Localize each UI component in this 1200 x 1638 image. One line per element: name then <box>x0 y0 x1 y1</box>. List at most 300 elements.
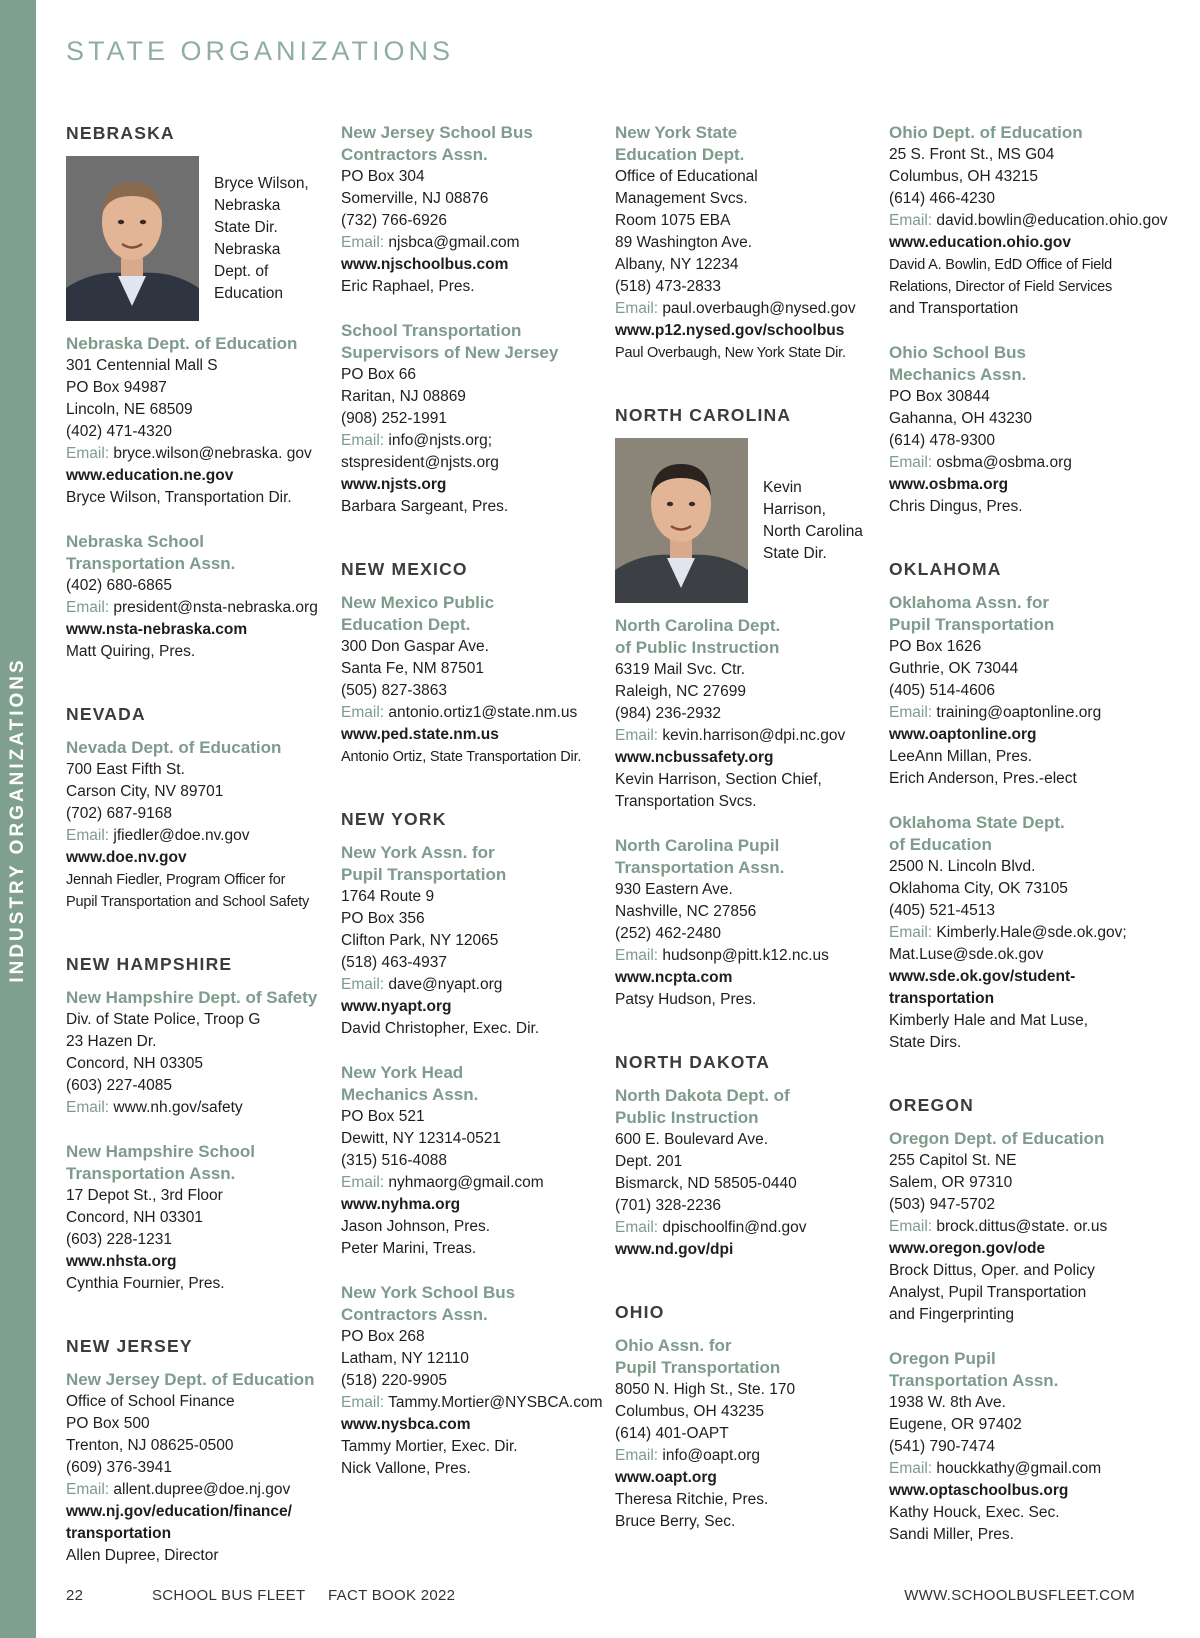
email-label: Email: <box>341 1174 385 1191</box>
org-name: Transportation Assn. <box>66 1164 236 1183</box>
website-link[interactable]: www.p12.nysed.gov/schoolbus <box>615 322 845 339</box>
website-link[interactable]: www.nj.gov/education/finance/ <box>66 1503 292 1520</box>
org-entry <box>615 1335 877 1533</box>
state-block <box>615 122 877 364</box>
email-label: Email: <box>66 827 110 844</box>
contact-person: Relations, Director of Field Services <box>889 279 1113 295</box>
email-link[interactable]: paul.overbaugh@nysed.gov <box>662 300 856 317</box>
org-name: Transportation Assn. <box>889 1371 1059 1390</box>
address-line: (609) 376-3941 <box>66 1459 172 1476</box>
state-heading: NEW JERSEY <box>66 1336 193 1356</box>
email-label: Email: <box>66 445 110 462</box>
website-link[interactable]: www.sde.ok.gov/student- <box>889 968 1076 985</box>
address-line: (732) 766-6926 <box>341 212 447 229</box>
address-line: (503) 947-5702 <box>889 1196 995 1213</box>
book-name: FACT BOOK 2022 <box>328 1587 456 1604</box>
state-block <box>341 808 603 1480</box>
address-line: 23 Hazen Dr. <box>66 1033 157 1050</box>
email-label: Email: <box>615 300 659 317</box>
address-line: 89 Washington Ave. <box>615 234 753 251</box>
address-line: PO Box 268 <box>341 1328 425 1345</box>
email-line <box>889 702 1159 724</box>
state-block <box>341 122 603 518</box>
org-entry <box>66 333 328 509</box>
contact-person: Erich Anderson, Pres.-elect <box>889 770 1077 787</box>
email-line <box>889 210 1168 232</box>
email-line[interactable]: stspresident@njsts.org <box>341 454 499 471</box>
address-line: Albany, NY 12234 <box>615 256 739 273</box>
caption-line: Education <box>214 284 283 302</box>
website-link[interactable]: www.optaschoolbus.org <box>889 1482 1069 1499</box>
headshot-photo <box>66 156 199 321</box>
state-heading: OKLAHOMA <box>889 559 1002 579</box>
address-line: (405) 514-4606 <box>889 682 995 699</box>
state-heading: NORTH CAROLINA <box>615 405 792 425</box>
contact-person: Bryce Wilson, Transportation Dir. <box>66 489 292 506</box>
state-heading: OHIO <box>615 1302 665 1322</box>
contact-person: Cynthia Fournier, Pres. <box>66 1275 225 1292</box>
address-line: (402) 680-6865 <box>66 577 172 594</box>
org-entry <box>66 531 328 663</box>
caption-line: Dept. of <box>214 262 269 280</box>
website-link[interactable]: www.nhsta.org <box>66 1253 177 1270</box>
address-line: (252) 462-2480 <box>615 925 721 942</box>
caption-line: State Dir. <box>763 544 827 562</box>
address-line: (541) 790-7474 <box>889 1438 995 1455</box>
email-line <box>66 597 328 619</box>
org-entry <box>341 842 603 1040</box>
address-line: Columbus, OH 43235 <box>615 1403 765 1420</box>
org-name: Nebraska School <box>66 532 204 551</box>
website-link[interactable]: www.doe.nv.gov <box>66 849 187 866</box>
contact-person: Transportation Svcs. <box>615 793 757 810</box>
address-line: (505) 827-3863 <box>341 682 447 699</box>
org-name: Nevada Dept. of Education <box>66 738 282 757</box>
address-line: PO Box 304 <box>341 168 425 185</box>
email-link[interactable]: Kimberly.Hale@sde.ok.gov; <box>936 924 1127 941</box>
caption-line: North Carolina <box>763 522 863 540</box>
contact-person: Theresa Ritchie, Pres. <box>615 1491 769 1508</box>
address-line: 1938 W. 8th Ave. <box>889 1394 1006 1411</box>
contact-person: Bruce Berry, Sec. <box>615 1513 736 1530</box>
website-link[interactable]: WWW.SCHOOLBUSFLEET.COM <box>904 1587 1135 1604</box>
org-name: Transportation Assn. <box>66 554 236 573</box>
caption-line: Harrison, <box>763 500 826 518</box>
state-heading: NEBRASKA <box>66 123 175 143</box>
publication-name: SCHOOL BUS FLEET <box>152 1587 306 1604</box>
address-line: 930 Eastern Ave. <box>615 881 733 898</box>
address-line: Gahanna, OH 43230 <box>889 410 1033 427</box>
address-line: Somerville, NJ 08876 <box>341 190 489 207</box>
address-line: Concord, NH 03301 <box>66 1209 203 1226</box>
website-link[interactable]: www.nsta-nebraska.com <box>66 621 248 638</box>
photo-row <box>66 156 328 321</box>
website-link[interactable]: www.oaptonline.org <box>889 726 1037 743</box>
contact-person: Nick Vallone, Pres. <box>341 1460 471 1477</box>
email-line <box>889 452 1159 474</box>
org-entry <box>341 122 603 298</box>
state-block <box>66 703 328 913</box>
address-line: (701) 328-2236 <box>615 1197 721 1214</box>
state-block <box>889 1094 1159 1546</box>
email-link[interactable]: allent.dupree@doe.nj.gov <box>113 1481 291 1498</box>
website-link[interactable]: www.oapt.org <box>615 1469 717 1486</box>
photo-caption <box>763 477 863 565</box>
contact-person: Allen Dupree, Director <box>66 1547 219 1564</box>
email-link[interactable]: dave@nyapt.org <box>388 976 503 993</box>
email-label: Email: <box>341 1394 385 1411</box>
email-label: Email: <box>889 1218 933 1235</box>
org-name: North Carolina Dept. <box>615 616 781 635</box>
org-entry <box>889 592 1159 790</box>
address-line: PO Box 66 <box>341 366 416 383</box>
org-name: Pupil Transportation <box>615 1358 781 1377</box>
address-line: 600 E. Boulevard Ave. <box>615 1131 769 1148</box>
org-name: Contractors Assn. <box>341 1305 488 1324</box>
email-label: Email: <box>889 704 933 721</box>
sidebar <box>0 0 36 1638</box>
state-block <box>615 1301 877 1533</box>
address-line: Management Svcs. <box>615 190 748 207</box>
email-line <box>341 1392 603 1414</box>
address-line: PO Box 30844 <box>889 388 990 405</box>
contact-person: Eric Raphael, Pres. <box>341 278 475 295</box>
address-line: Latham, NY 12110 <box>341 1350 469 1367</box>
org-entry <box>615 835 877 1011</box>
email-link[interactable]: Tammy.Mortier@NYSBCA.com <box>388 1394 603 1411</box>
contact-person: State Dirs. <box>889 1034 962 1051</box>
org-entry <box>341 1282 603 1480</box>
address-line: PO Box 94987 <box>66 379 167 396</box>
page-title: STATE ORGANIZATIONS <box>66 36 455 66</box>
caption-line: Kevin <box>763 478 802 496</box>
org-name: Transportation Assn. <box>615 858 785 877</box>
email-line <box>66 825 328 847</box>
address-line: 255 Capitol St. NE <box>889 1152 1017 1169</box>
address-line: Raritan, NJ 08869 <box>341 388 466 405</box>
address-line: (402) 471-4320 <box>66 423 172 440</box>
org-name: Ohio School Bus <box>889 343 1026 362</box>
email-line <box>66 443 328 465</box>
org-name: Education Dept. <box>615 145 745 164</box>
address-line: Office of School Finance <box>66 1393 235 1410</box>
address-line: (603) 228-1231 <box>66 1231 172 1248</box>
org-name: New Jersey Dept. of Education <box>66 1370 315 1389</box>
org-entry <box>889 342 1159 518</box>
address-line: Div. of State Police, Troop G <box>66 1011 261 1028</box>
email-link[interactable]: kevin.harrison@dpi.nc.gov <box>662 727 846 744</box>
email-label: Email: <box>615 727 659 744</box>
caption-line: Nebraska <box>214 196 281 214</box>
state-block <box>341 558 603 768</box>
address-line: Carson City, NV 89701 <box>66 783 224 800</box>
website-link[interactable]: www.njschoolbus.com <box>341 256 509 273</box>
email-line <box>889 922 1159 944</box>
address-line: PO Box 356 <box>341 910 425 927</box>
website-link[interactable]: www.nyhma.org <box>341 1196 461 1213</box>
org-name: Mechanics Assn. <box>889 365 1027 384</box>
contact-person: Patsy Hudson, Pres. <box>615 991 757 1008</box>
address-line: Dept. 201 <box>615 1153 683 1170</box>
org-name: of Education <box>889 835 992 854</box>
email-link[interactable]: osbma@osbma.org <box>936 454 1072 471</box>
address-line: (614) 466-4230 <box>889 190 995 207</box>
org-name: Pupil Transportation <box>889 615 1055 634</box>
contact-person: Brock Dittus, Oper. and Policy <box>889 1262 1095 1279</box>
org-entry <box>615 615 877 813</box>
email-line <box>341 232 603 254</box>
caption-line: Nebraska <box>214 240 281 258</box>
email-link[interactable]: nyhmaorg@gmail.com <box>388 1174 544 1191</box>
org-name: Oklahoma State Dept. <box>889 813 1065 832</box>
email-label: Email: <box>889 1460 933 1477</box>
website-link[interactable]: www.education.ohio.gov <box>889 234 1071 251</box>
contact-person: Paul Overbaugh, New York State Dir. <box>615 345 846 361</box>
address-line: Trenton, NJ 08625-0500 <box>66 1437 234 1454</box>
email-label: Email: <box>66 599 110 616</box>
address-line: Dewitt, NY 12314-0521 <box>341 1130 501 1147</box>
email-label: Email: <box>341 432 385 449</box>
contact-person: Sandi Miller, Pres. <box>889 1526 1014 1543</box>
address-line: 17 Depot St., 3rd Floor <box>66 1187 223 1204</box>
address-line: Bismarck, ND 58505-0440 <box>615 1175 797 1192</box>
state-block <box>615 404 877 1011</box>
address-line: Salem, OR 97310 <box>889 1174 1013 1191</box>
address-line: 2500 N. Lincoln Blvd. <box>889 858 1036 875</box>
contact-person: Pupil Transportation and School Safety <box>66 894 310 910</box>
contact-person: Antonio Ortiz, State Transportation Dir. <box>341 749 582 765</box>
org-name: Education Dept. <box>341 615 471 634</box>
org-name: New Hampshire Dept. of Safety <box>66 988 318 1007</box>
address-line: Santa Fe, NM 87501 <box>341 660 485 677</box>
state-block <box>66 122 328 663</box>
state-block <box>889 122 1168 518</box>
address-line: Columbus, OH 43215 <box>889 168 1039 185</box>
photo-row <box>615 438 877 603</box>
contact-person: Chris Dingus, Pres. <box>889 498 1023 515</box>
org-name: New Mexico Public <box>341 593 495 612</box>
column-1 <box>66 122 328 1607</box>
address-line: (984) 236-2932 <box>615 705 721 722</box>
address-line: 700 East Fifth St. <box>66 761 185 778</box>
email-line <box>341 1172 603 1194</box>
email-line <box>66 1479 328 1501</box>
headshot-photo <box>615 438 748 603</box>
org-name: Oregon Dept. of Education <box>889 1129 1105 1148</box>
caption-line: Bryce Wilson, <box>214 174 309 192</box>
org-name: New York Assn. for <box>341 843 495 862</box>
email-line <box>615 1217 877 1239</box>
org-name: Supervisors of New Jersey <box>341 343 559 362</box>
email-link[interactable]: brock.dittus@state. or.us <box>936 1218 1108 1235</box>
address-line: (603) 227-4085 <box>66 1077 172 1094</box>
org-name: New York State <box>615 123 738 142</box>
state-heading: NEVADA <box>66 704 146 724</box>
email-link[interactable]: info@njsts.org; <box>388 432 493 449</box>
address-line: PO Box 1626 <box>889 638 982 655</box>
contact-person: and Transportation <box>889 300 1019 317</box>
contact-person: Kimberly Hale and Mat Luse, <box>889 1012 1089 1029</box>
address-line: Oklahoma City, OK 73105 <box>889 880 1068 897</box>
state-block <box>66 1335 328 1567</box>
org-name: Nebraska Dept. of Education <box>66 334 298 353</box>
email-link[interactable]: www.nh.gov/safety <box>113 1099 243 1116</box>
address-line: (614) 401-OAPT <box>615 1425 729 1442</box>
website-link[interactable]: www.ncbussafety.org <box>615 749 774 766</box>
org-entry <box>889 1348 1159 1546</box>
photo-caption <box>214 173 309 305</box>
website-link[interactable]: transportation <box>66 1525 172 1542</box>
contact-person: Kevin Harrison, Section Chief, <box>615 771 822 788</box>
website-link[interactable]: www.nyapt.org <box>341 998 452 1015</box>
email-label: Email: <box>66 1481 110 1498</box>
org-name: New York Head <box>341 1063 464 1082</box>
email-link[interactable]: info@oapt.org <box>662 1447 760 1464</box>
address-line: Lincoln, NE 68509 <box>66 401 193 418</box>
email-link[interactable]: training@oaptonline.org <box>936 704 1102 721</box>
contact-person: and Fingerprinting <box>889 1306 1014 1323</box>
org-name: of Public Instruction <box>615 638 780 657</box>
address-line: 301 Centennial Mall S <box>66 357 218 374</box>
email-line <box>889 1216 1159 1238</box>
website-link[interactable]: www.education.ne.gov <box>66 467 234 484</box>
email-label: Email: <box>615 1219 659 1236</box>
email-link[interactable]: bryce.wilson@nebraska. gov <box>113 445 312 462</box>
address-line: (908) 252-1991 <box>341 410 447 427</box>
email-link[interactable]: antonio.ortiz1@state.nm.us <box>388 704 578 721</box>
address-line: Office of Educational <box>615 168 758 185</box>
email-line <box>341 702 603 724</box>
email-link[interactable]: dpischoolfin@nd.gov <box>662 1219 807 1236</box>
website-link[interactable]: www.nd.gov/dpi <box>615 1241 734 1258</box>
email-line <box>615 1445 877 1467</box>
page-number: 22 <box>66 1587 84 1604</box>
org-name: North Carolina Pupil <box>615 836 780 855</box>
org-entry <box>889 122 1168 320</box>
org-entry <box>341 592 603 768</box>
org-name: Ohio Dept. of Education <box>889 123 1083 142</box>
email-link[interactable]: njsbca@gmail.com <box>388 234 520 251</box>
email-line <box>615 945 877 967</box>
email-label: Email: <box>66 1099 110 1116</box>
org-name: School Transportation <box>341 321 522 340</box>
state-heading: NEW HAMPSHIRE <box>66 954 233 974</box>
email-label: Email: <box>889 924 933 941</box>
address-line: (702) 687-9168 <box>66 805 172 822</box>
email-line <box>889 1458 1159 1480</box>
contact-person: Jason Johnson, Pres. <box>341 1218 491 1235</box>
email-label: Email: <box>615 1447 659 1464</box>
org-entry <box>615 122 877 364</box>
address-line: 6319 Mail Svc. Ctr. <box>615 661 746 678</box>
address-line: Concord, NH 03305 <box>66 1055 203 1072</box>
website-link[interactable]: www.ped.state.nm.us <box>341 726 499 743</box>
address-line: 8050 N. High St., Ste. 170 <box>615 1381 796 1398</box>
email-link[interactable]: president@nsta-nebraska.org <box>113 599 318 616</box>
contact-person: Barbara Sargeant, Pres. <box>341 498 509 515</box>
email-line[interactable]: Mat.Luse@sde.ok.gov <box>889 946 1044 963</box>
contact-person: Matt Quiring, Pres. <box>66 643 196 660</box>
org-name: Public Instruction <box>615 1108 759 1127</box>
email-link[interactable]: houckkathy@gmail.com <box>936 1460 1102 1477</box>
address-line: PO Box 500 <box>66 1415 150 1432</box>
org-name: Ohio Assn. for <box>615 1336 732 1355</box>
contact-person: David A. Bowlin, EdD Office of Field <box>889 257 1113 273</box>
org-name: Contractors Assn. <box>341 145 488 164</box>
website-link[interactable]: www.osbma.org <box>889 476 1009 493</box>
org-name: New Hampshire School <box>66 1142 255 1161</box>
org-entry <box>66 737 328 913</box>
org-entry <box>615 1085 877 1261</box>
org-entry <box>341 320 603 518</box>
address-line: (405) 521-4513 <box>889 902 995 919</box>
org-name: Oklahoma Assn. for <box>889 593 1049 612</box>
state-heading: OREGON <box>889 1095 974 1115</box>
org-name: New Jersey School Bus <box>341 123 533 142</box>
email-label: Email: <box>889 212 933 229</box>
contact-person: Peter Marini, Treas. <box>341 1240 477 1257</box>
email-line <box>341 974 603 996</box>
website-link[interactable]: www.njsts.org <box>341 476 447 493</box>
contact-person: Jennah Fiedler, Program Officer for <box>66 872 286 888</box>
email-label: Email: <box>341 234 385 251</box>
org-name: New York School Bus <box>341 1283 516 1302</box>
contact-person: LeeAnn Millan, Pres. <box>889 748 1033 765</box>
state-block <box>615 1051 877 1261</box>
address-line: 25 S. Front St., MS G04 <box>889 146 1055 163</box>
state-heading: NEW MEXICO <box>341 559 468 579</box>
state-heading: NORTH DAKOTA <box>615 1052 771 1072</box>
email-line <box>66 1097 328 1119</box>
email-link[interactable]: hudsonp@pitt.k12.nc.us <box>662 947 829 964</box>
address-line: Eugene, OR 97402 <box>889 1416 1022 1433</box>
org-name: Oregon Pupil <box>889 1349 996 1368</box>
org-entry <box>889 812 1159 1054</box>
caption-line: State Dir. <box>214 218 278 236</box>
column-3 <box>615 122 877 1573</box>
org-name: Pupil Transportation <box>341 865 507 884</box>
org-entry <box>66 1141 328 1295</box>
email-label: Email: <box>341 976 385 993</box>
org-entry <box>889 1128 1159 1326</box>
contact-person: Analyst, Pupil Transportation <box>889 1284 1087 1301</box>
org-entry <box>341 1062 603 1260</box>
org-name: North Dakota Dept. of <box>615 1086 790 1105</box>
address-line: (315) 516-4088 <box>341 1152 447 1169</box>
sidebar-label: INDUSTRY ORGANIZATIONS <box>7 657 28 983</box>
address-line: 300 Don Gaspar Ave. <box>341 638 489 655</box>
address-line: (614) 478-9300 <box>889 432 995 449</box>
email-link[interactable]: jfiedler@doe.nv.gov <box>113 827 250 844</box>
address-line: Clifton Park, NY 12065 <box>341 932 499 949</box>
address-line: Nashville, NC 27856 <box>615 903 757 920</box>
address-line: Raleigh, NC 27699 <box>615 683 746 700</box>
state-heading: NEW YORK <box>341 809 447 829</box>
address-line: PO Box 521 <box>341 1108 425 1125</box>
email-link[interactable]: david.bowlin@education.ohio.gov <box>936 212 1168 229</box>
email-label: Email: <box>615 947 659 964</box>
email-label: Email: <box>341 704 385 721</box>
address-line: Guthrie, OK 73044 <box>889 660 1019 677</box>
website-link[interactable]: transportation <box>889 990 995 1007</box>
website-link[interactable]: www.ncpta.com <box>615 969 733 986</box>
email-line <box>615 298 877 320</box>
state-block <box>66 953 328 1295</box>
contact-person: Kathy Houck, Exec. Sec. <box>889 1504 1060 1521</box>
website-link[interactable]: www.nysbca.com <box>341 1416 471 1433</box>
column-2 <box>341 122 603 1520</box>
website-link[interactable]: www.oregon.gov/ode <box>889 1240 1046 1257</box>
